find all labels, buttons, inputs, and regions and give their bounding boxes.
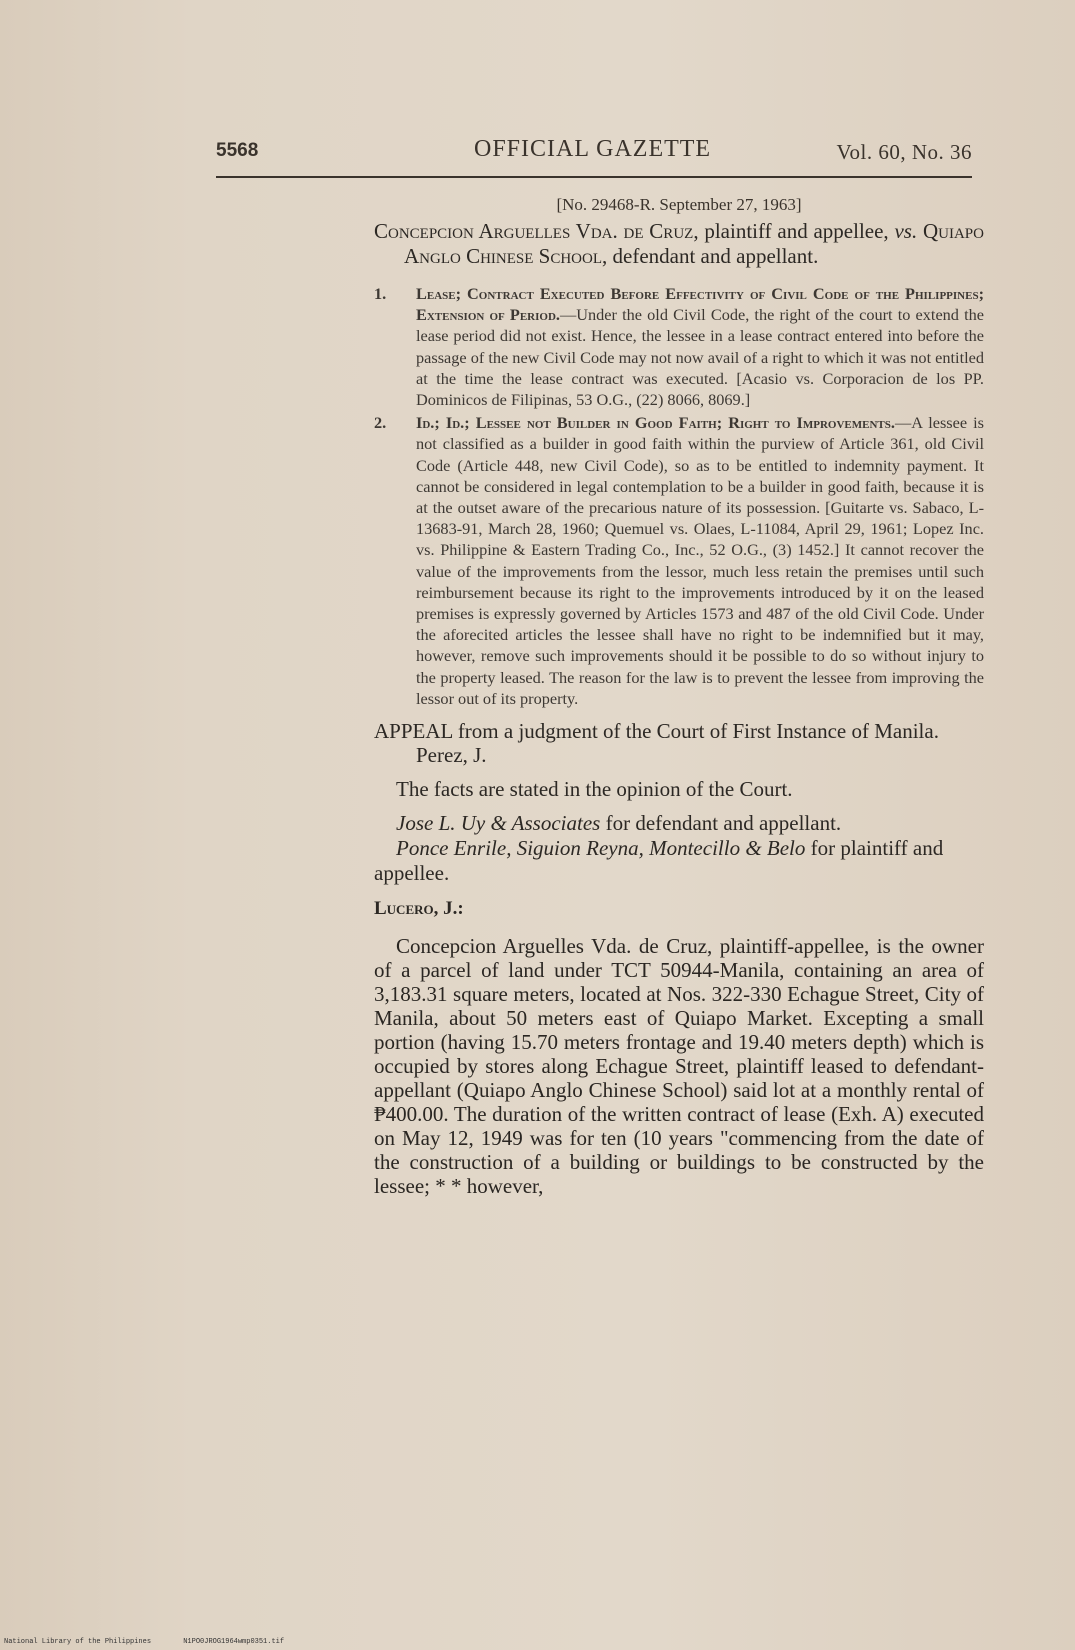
- syllabus: [374, 283, 984, 709]
- plaintiff-counsel-role: for plaintiff and appellee.: [374, 836, 944, 886]
- syllabus-item: [374, 283, 984, 410]
- publication-title: OFFICIAL GAZETTE: [474, 136, 712, 162]
- header-rule: [216, 176, 972, 178]
- versus: vs.: [894, 219, 918, 243]
- case-parties: [374, 219, 984, 269]
- defendant-counsel-role: for defendant and appellant.: [600, 811, 842, 836]
- syllabus-item: [374, 412, 984, 709]
- volume-issue: Vol. 60, No. 36: [836, 140, 972, 164]
- case-number-date: [No. 29468-R. September 27, 1963]: [556, 195, 802, 214]
- file-identifier: N1PO0JROG1964wmp0351.tif: [183, 1638, 285, 1646]
- plaintiff-counsel: [374, 836, 984, 886]
- defendant-counsel: [374, 811, 984, 836]
- syllabus-text: —A lessee is not classified as a builder in good faith within the purview of Article 361, old Civil Code (Article 448, new Civil Code), so as to be entitled to indemnity payment. It cannot be considered in legal contemplation to be a builder in good faith, because it is at the outset aware of the precarious nature of its possession. [Guitarte vs. Sabaco, L-13683-91, March 28, 1960; Quemuel vs. Olaes, L-11084, April 29, 1961; Lopez Inc. vs. Philippine & Eastern Trading Co., Inc., 52 O.G., (3) 1452.] It cannot recover the value of the improvements from the lessor, much less retain the premises until such reimbursement because its right to the improvements introduced by it on the leased premises is expressly governed by Articles 1573 and 487 of the old Civil Code. Under the aforecited articles the lessee shall have no right to be indemnified but it may, however, remove such improvements should it be possible to do so without injury to the property leased. The reason for the law is to prevent the lessee from improving the lessor out of its property.: [416, 413, 985, 708]
- page-header: [216, 136, 972, 170]
- syllabus-number: 1.: [374, 284, 387, 303]
- syllabus-text: —Under the old Civil Code, the right of the court to extend the lease period did not exist. Hence, the lessee in a lease contract entered into before the passage of the new Civil Code may not now avail of a right to which it was not entitled at the time the lease contract was executed. [Acasio vs. Corporacion de los PP. Dominicos de Filipinas, 53 O.G., (22) 8066, 8069.]: [416, 305, 984, 410]
- plaintiff-name: Concepcion Arguelles Vda. de Cruz: [374, 219, 694, 243]
- syllabus-heading: Lease; Contract Executed Before Effectivity of Civil Code of the Philippines; Extension of Period.: [416, 284, 984, 325]
- opinion-paragraph: Concepcion Arguelles Vda. de Cruz, plaintiff-appellee, is the owner of a parcel of land under TCT 50944-Manila, containing an area of 3,183.31 square meters, located at Nos. 322-330 Echague Street, City of Manila, about 50 meters east of Quiapo Market. Excepting a small portion (having 15.70 meters frontage and 19.40 meters depth) which is occupied by stores along Echague Street, plaintiff leased to defendant-appellant (Quiapo Anglo Chinese School) said lot at a monthly rental of ₱400.00. The duration of the written contract of lease (Exh. A) executed on May 12, 1949 was for ten (10 years "commencing from the date of the construction of a building or buildings to be constructed by the lessee; * * however,: [374, 934, 984, 1199]
- syllabus-number: 2.: [374, 413, 387, 433]
- defendant-name: Quiapo Anglo Chinese School: [404, 219, 984, 268]
- syllabus-heading: Id.; Id.; Lessee not Builder in Good Faith; Right to Improvements.: [416, 413, 895, 433]
- defendant-role: , defendant and appellant.: [602, 244, 819, 268]
- page-number: 5568: [216, 140, 259, 161]
- defendant-counsel-firm: Jose L. Uy & Associates: [396, 811, 601, 836]
- scan-footer: [4, 1638, 312, 1646]
- plaintiff-role: , plaintiff and appellee,: [693, 219, 895, 243]
- appeal-statement: APPEAL from a judgment of the Court of First Instance of Manila. Perez, J.: [374, 719, 939, 768]
- library-credit: National Library of the Philippines: [4, 1638, 152, 1646]
- main-column: [374, 195, 984, 1198]
- ponente: Lucero, J.:: [374, 898, 464, 920]
- counsel-block: [374, 811, 984, 886]
- plaintiff-counsel-firm: Ponce Enrile, Siguion Reyna, Montecillo & Belo: [396, 836, 806, 861]
- facts-statement: The facts are stated in the opinion of the Court.: [396, 777, 793, 802]
